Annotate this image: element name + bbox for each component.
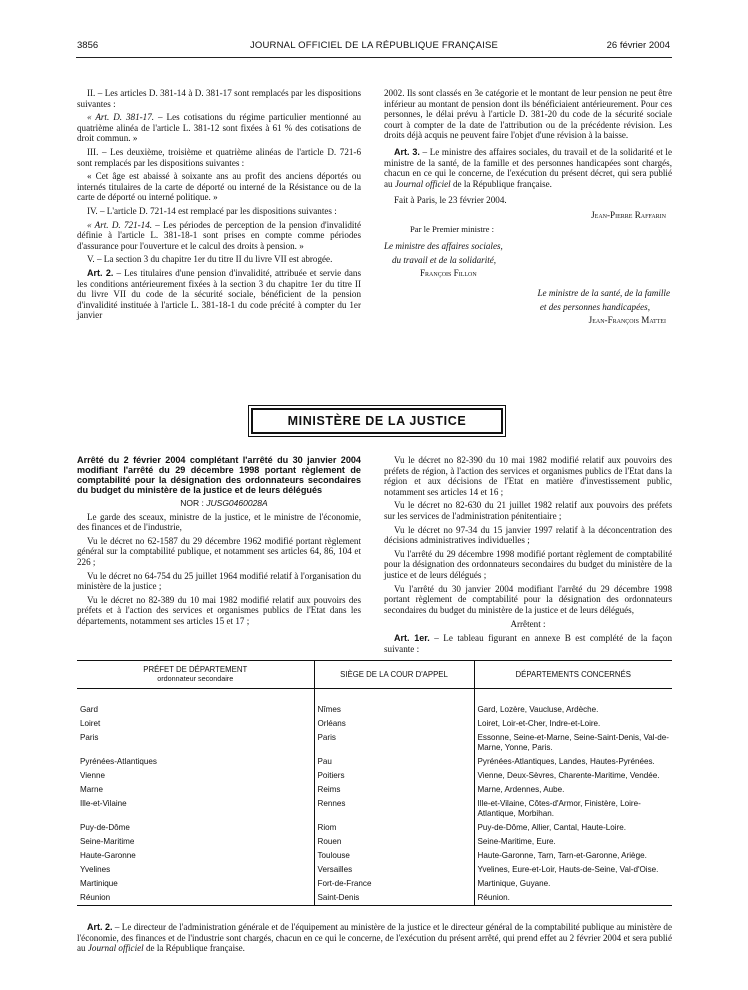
cell-siege: Rouen <box>314 835 474 849</box>
paragraph: Art. 3. – Le ministre des affaires sociales, du travail et de la solidarité et le ministre de la santé, de la famille et des personnes handicapées sont chargés, chacun en ce qui le concerne, de l'exécution du présent décret, qui sera publié au Journal officiel de la République française. <box>384 146 672 189</box>
paragraph: Vu l'arrêté du 29 décembre 1998 modifié portant règlement de comptabilité pour la désignation des ordonnateurs secondaires du budget du ministère de la justice et de leurs délégués ; <box>384 548 672 580</box>
cell-siege: Riom <box>314 821 474 835</box>
article-label: Art. 1er. <box>394 632 430 643</box>
cell-departements: Puy-de-Dôme, Allier, Cantal, Haute-Loire. <box>474 821 672 835</box>
minister-title: Le ministre des affaires sociales, <box>384 241 503 252</box>
cell-departements: Marne, Ardennes, Aube. <box>474 783 672 797</box>
article-ref: « Art. D. 381-17. <box>87 112 155 123</box>
table-row <box>77 863 672 877</box>
top-left-column <box>77 88 361 324</box>
paragraph: Art. 2. – Le directeur de l'administration générale et de l'équipement au ministère de la justice et le directeur général de la comptabilité publique au ministère de l'économie, des finances et de l'industrie sont chargés, chacun en ce qui le concerne, de l'exécution du présent arrêté, qui prend effet au 2 février 2004 et sera publié au Journal officiel de la République française. <box>77 922 672 954</box>
cell-prefet: Réunion <box>80 893 111 902</box>
paragraph: « Cet âge est abaissé à soixante ans au profit des anciens déportés ou internés titulaires de la carte de déporté ou interné de la Résistance ou de la carte de déporté ou interné politique. » <box>77 171 361 203</box>
signature: François Fillon <box>420 268 477 279</box>
cell-departements: Ille-et-Vilaine, Côtes-d'Armor, Finistère, Loire-Atlantique, Morbihan. <box>474 797 672 821</box>
paragraph: Vu le décret no 64-754 du 25 juillet 1964 modifié relatif à l'organisation du ministère de la justice ; <box>77 570 361 592</box>
table-row <box>77 717 672 731</box>
arrete-left-column <box>77 455 361 630</box>
cell-siege: Versailles <box>314 863 474 877</box>
table-row <box>77 731 672 755</box>
header-rule <box>76 57 672 58</box>
nor-reference: NOR : JUSG0460028A <box>180 498 268 508</box>
cell-departements: Loiret, Loir-et-Cher, Indre-et-Loire. <box>474 717 672 731</box>
table-row <box>77 703 672 717</box>
cell-prefet: Yvelines <box>80 865 111 874</box>
cell-departements: Réunion. <box>474 891 672 906</box>
cell-departements: Vienne, Deux-Sèvres, Charente-Maritime, Vendée. <box>474 769 672 783</box>
table-row <box>77 835 672 849</box>
signature: Jean-François Mattei <box>588 315 666 326</box>
cell-siege: Pau <box>314 755 474 769</box>
table-row <box>77 849 672 863</box>
article-ref: « Art. D. 721-14. <box>87 219 153 230</box>
cell-prefet: Vienne <box>80 771 106 780</box>
arrete-right-column <box>384 455 672 657</box>
paragraph: V. – La section 3 du chapitre 1er du titre II du livre VII est abrogée. <box>87 254 333 265</box>
cell-prefet: Puy-de-Dôme <box>80 823 130 832</box>
minister-title: et des personnes handicapées, <box>539 301 650 312</box>
cell-siege: Rennes <box>314 797 474 821</box>
cell-departements: Seine-Maritime, Eure. <box>474 835 672 849</box>
column-header-siege: SIÈGE DE LA COUR D'APPEL <box>314 661 474 689</box>
cell-siege: Fort-de-France <box>314 877 474 891</box>
column-header-prefet: PRÉFET DE DÉPARTEMENT ordonnateur secondaire <box>77 661 314 689</box>
cell-departements: Gard, Lozère, Vaucluse, Ardèche. <box>474 703 672 717</box>
paragraph: III. – Les deuxième, troisième et quatrième alinéas de l'article D. 721-6 sont remplacés par les dispositions suivantes : <box>77 146 361 168</box>
table-row <box>77 755 672 769</box>
table-row <box>77 877 672 891</box>
table-row <box>77 797 672 821</box>
cell-siege: Orléans <box>314 717 474 731</box>
article-label: Art. 2. <box>87 922 113 932</box>
article-label: Art. 2. <box>87 267 114 278</box>
article-label: Art. 3. <box>394 146 420 157</box>
cell-prefet: Martinique <box>80 879 118 888</box>
paragraph: Vu le décret no 82-389 du 10 mai 1982 modifié relatif aux pouvoirs des préfets et à l'action des services et organismes publics de l'Etat dans les départements, notamment ses articles 15 et 17 ; <box>77 594 361 626</box>
cell-departements: Haute-Garonne, Tarn, Tarn-et-Garonne, Ariège. <box>474 849 672 863</box>
minister-title: du travail et de la solidarité, <box>392 254 497 265</box>
cell-departements: Martinique, Guyane. <box>474 877 672 891</box>
table-row <box>77 891 672 906</box>
cell-prefet: Pyrénées-Atlantiques <box>80 757 157 766</box>
column-header-departements: DÉPARTEMENTS CONCERNÉS <box>474 661 672 689</box>
minister-title: Le ministre de la santé, de la famille <box>537 287 670 298</box>
table-row <box>77 821 672 835</box>
paragraph: 2002. Ils sont classés en 3e catégorie et le montant de leur pension ne peut être inférieur au montant de pension dont ils bénéficiaient antérieurement. Pour ces personnes, le délai prévu à l'article D. 381-20 du code de la sécurité sociale court à compter de la date de l'attribution ou de la précédente révision. Les droits déjà acquis ne peuvent faire l'objet d'une révision à la baisse. <box>384 88 672 141</box>
cell-prefet: Ille-et-Vilaine <box>80 799 127 808</box>
paragraph: Vu l'arrêté du 30 janvier 2004 modifiant l'arrêté du 29 décembre 1998 portant règlement de comptabilité pour la désignation des ordonnateurs secondaires du budget du ministère de la justice et de leurs délégués, <box>384 583 672 615</box>
annex-table <box>77 660 672 906</box>
top-right-column <box>384 88 672 329</box>
paragraph: IV. – L'article D. 721-14 est remplacé par les dispositions suivantes : <box>87 205 337 216</box>
paragraph: Le garde des sceaux, ministre de la justice, et le ministre de l'économie, des finances et de l'industrie, <box>77 511 361 533</box>
ministry-heading-box <box>248 405 506 437</box>
table-spacer-row <box>77 689 672 704</box>
paragraph: Vu le décret no 82-390 du 10 mai 1982 modifié relatif aux pouvoirs des préfets de région, à l'action des services et organismes publics de l'Etat dans la région et aux décisions de l'Etat en matière d'investissement public, notamment ses articles 14 et 16 ; <box>384 455 672 497</box>
cell-siege: Toulouse <box>314 849 474 863</box>
cell-siege: Nîmes <box>314 703 474 717</box>
paragraph: Vu le décret no 82-630 du 21 juillet 1982 relatif aux pouvoirs des préfets sur les services de l'administration pénitentiaire ; <box>384 500 672 521</box>
paragraph: Vu le décret no 62-1587 du 29 décembre 1962 modifié portant règlement général sur la comptabilité publique, et notamment ses articles 64, 86, 104 et 226 ; <box>77 535 361 567</box>
table-row <box>77 769 672 783</box>
cell-siege: Paris <box>314 731 474 755</box>
cell-departements: Essonne, Seine-et-Marne, Seine-Saint-Denis, Val-de-Marne, Yonne, Paris. <box>474 731 672 755</box>
paragraph: « Art. D. 721-14. – Les périodes de perception de la pension d'invalidité définie à l'article L. 381-18-1 sont prises en compte comme périodes d'assurance pour l'ouverture et le calcul des droits à pension. » <box>77 219 361 251</box>
paragraph: Vu le décret no 97-34 du 15 janvier 1997 relatif à la déconcentration des décisions administratives individuelles ; <box>384 524 672 546</box>
by-prime-minister: Par le Premier ministre : <box>410 223 495 234</box>
cell-siege: Saint-Denis <box>314 891 474 906</box>
issue-date: 26 février 2004 <box>606 40 670 51</box>
cell-departements: Pyrénées-Atlantiques, Landes, Hautes-Pyrénées. <box>474 755 672 769</box>
done-at: Fait à Paris, le 23 février 2004. <box>394 195 507 206</box>
ministry-heading: MINISTÈRE DE LA JUSTICE <box>251 408 503 434</box>
journal-title: JOURNAL OFFICIEL DE LA RÉPUBLIQUE FRANÇAISE <box>249 40 499 51</box>
paragraph: II. – Les articles D. 381-14 à D. 381-17 sont remplacés par les dispositions suivantes : <box>77 88 361 109</box>
cell-prefet: Marne <box>80 785 103 794</box>
cell-prefet: Haute-Garonne <box>80 851 136 860</box>
table-row <box>77 783 672 797</box>
cell-siege: Poitiers <box>314 769 474 783</box>
footer-article <box>77 922 672 954</box>
cell-prefet: Paris <box>80 733 99 742</box>
arretent: Arrêtent : <box>510 619 546 630</box>
paragraph: « Art. D. 381-17. – Les cotisations du régime particulier mentionné au quatrième alinéa de l'article L. 381-12 sont fixées à 61 % des cotisations de droit commun. » <box>77 112 361 144</box>
cell-prefet: Gard <box>80 705 98 714</box>
cell-prefet: Seine-Maritime <box>80 837 135 846</box>
page-number: 3856 <box>77 40 99 51</box>
cell-prefet: Loiret <box>80 719 101 728</box>
arrete-title: Arrêté du 2 février 2004 complétant l'arrêté du 30 janvier 2004 modifiant l'arrêté du 29 décembre 1998 portant règlement de comptabilité pour la désignation des ordonnateurs secondaires du budget du ministère de la justice et de leurs délégués <box>77 455 361 495</box>
cell-siege: Reims <box>314 783 474 797</box>
paragraph: Art. 1er. – Le tableau figurant en annexe B est complété de la façon suivante : <box>384 632 672 654</box>
table-header-row <box>77 661 672 689</box>
signature: Jean-Pierre Raffarin <box>591 209 666 220</box>
cell-departements: Yvelines, Eure-et-Loir, Hauts-de-Seine, Val-d'Oise. <box>474 863 672 877</box>
page-header <box>0 40 748 54</box>
paragraph: Art. 2. – Les titulaires d'une pension d'invalidité, attribuée et servie dans les conditions antérieurement fixées à la section 3 du chapitre 1er du titre II du livre VII du code de la sécurité sociale, bénéficient de la pension d'invalidité instituée à l'article L. 381-18-1 du code précité à compter du 1er janvier <box>77 267 361 321</box>
